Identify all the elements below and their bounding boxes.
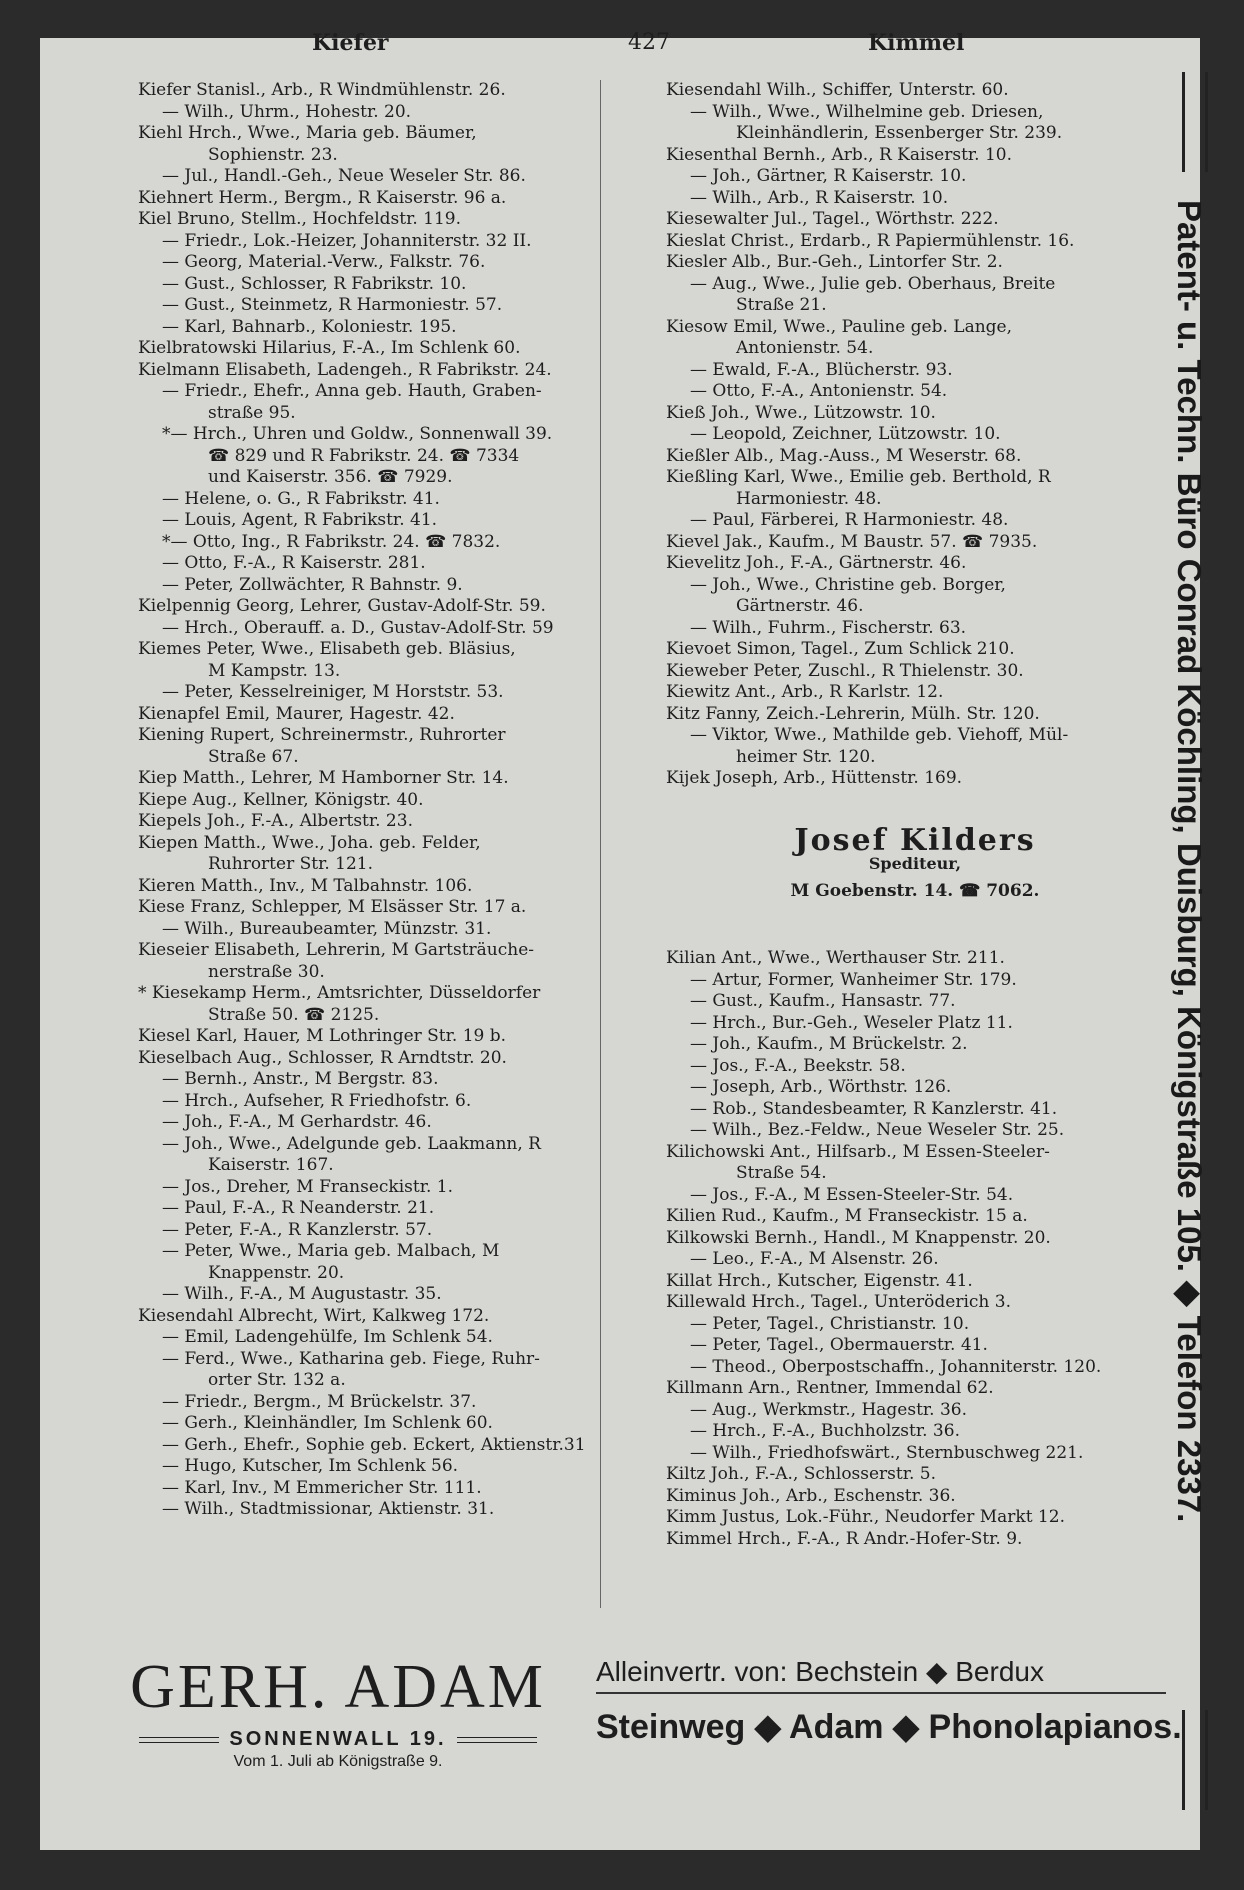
directory-entry: Harmoniestr. 48.	[736, 488, 882, 509]
directory-entry: Straße 21.	[736, 295, 827, 315]
directory-entry: — Wilh., Bureaubeamter, Münzstr. 31.	[162, 918, 492, 939]
directory-entry: Kießling Karl, Wwe., Emilie geb. Berthold, R	[666, 467, 1051, 487]
rule-left	[139, 1737, 219, 1743]
directory-entry: — Louis, Agent, R Fabrikstr. 41.	[162, 510, 438, 530]
directory-entry: — Wilh., Arb., R Kaiserstr. 10.	[690, 187, 949, 208]
directory-entry: Kiepe Aug., Kellner, Königstr. 40.	[138, 789, 424, 810]
directory-entry: — Wilh., F.-A., M Augustastr. 35.	[162, 1284, 442, 1304]
directory-entry: Kiesendahl Wilh., Schiffer, Unterstr. 60.	[666, 80, 1009, 100]
directory-entry: — Peter, Kesselreiniger, M Horststr. 53.	[162, 682, 504, 702]
directory-entry: — Jul., Handl.-Geh., Neue Weseler Str. 86.	[162, 166, 526, 186]
directory-entry: — Joh., Kaufm., M Brückelstr. 2.	[690, 1034, 968, 1054]
directory-entry: — Hrch., Oberauff. a. D., Gustav-Adolf-Str. 59	[162, 617, 554, 638]
directory-entry: — Gust., Kaufm., Hansastr. 77.	[690, 991, 956, 1011]
directory-entry: Kievoet Simon, Tagel., Zum Schlick 210.	[666, 639, 1015, 659]
directory-entry: Kiesel Karl, Hauer, M Lothringer Str. 19 b.	[138, 1026, 507, 1046]
left-column	[138, 80, 596, 1521]
directory-entry: und Kaiserstr. 356. ☎ 7929.	[208, 467, 453, 487]
directory-entry: — Otto, F.-A., R Kaiserstr. 281.	[162, 553, 426, 573]
adam-address: SONNENWALL 19.	[229, 1728, 447, 1750]
directory-entry: — Jos., Dreher, M Franseckistr. 1.	[162, 1176, 453, 1197]
directory-entry: — Friedr., Ehefr., Anna geb. Hauth, Graben-	[162, 381, 542, 401]
directory-entry: — Wilh., Bez.-Feldw., Neue Weseler Str. 25.	[690, 1120, 1065, 1140]
directory-entry: — Paul, F.-A., R Neanderstr. 21.	[162, 1198, 435, 1218]
directory-entry: — Bernh., Anstr., M Bergstr. 83.	[162, 1069, 439, 1089]
directory-entry: — Gerh., Kleinhändler, Im Schlenk 60.	[162, 1413, 493, 1433]
side-ad-text: Patent- u. Techn. Büro Conrad Köchling, Duisburg, Königstraße 105. ◆ Telefon 2337.	[1171, 200, 1208, 1523]
directory-entry: — Wilh., Stadtmissionar, Aktienstr. 31.	[162, 1499, 495, 1519]
directory-entry: — Theod., Oberpostschaffn., Johanniterstr. 120.	[690, 1356, 1102, 1377]
directory-entry: — Peter, F.-A., R Kanzlerstr. 57.	[162, 1219, 433, 1240]
directory-entry: — Joh., F.-A., M Gerhardstr. 46.	[162, 1112, 432, 1132]
directory-entry: Kiewitz Ant., Arb., R Karlstr. 12.	[666, 682, 944, 702]
directory-entry: Kieselbach Aug., Schlosser, R Arndtstr. 20.	[138, 1047, 507, 1068]
directory-entry: Kimmel Hrch., F.-A., R Andr.-Hofer-Str. 9.	[666, 1528, 1023, 1549]
directory-entry: *— Otto, Ing., R Fabrikstr. 24. ☎ 7832.	[162, 531, 501, 552]
directory-entry: Kiep Matth., Lehrer, M Hamborner Str. 14.	[138, 768, 509, 788]
directory-entry: Antonienstr. 54.	[736, 338, 874, 358]
directory-entry: — Hrch., Aufseher, R Friedhofstr. 6.	[162, 1090, 472, 1111]
directory-entry: Straße 54.	[736, 1163, 827, 1183]
directory-entry: Kiltz Joh., F.-A., Schlosserstr. 5.	[666, 1464, 937, 1484]
directory-entry: Kiel Bruno, Stellm., Hochfeldstr. 119.	[138, 209, 462, 229]
directory-entry: Killewald Hrch., Tagel., Unteröderich 3.	[666, 1292, 1011, 1312]
directory-entry: Kilian Ant., Wwe., Werthauser Str. 211.	[666, 948, 1005, 968]
directory-entry: Kieseier Elisabeth, Lehrerin, M Gartsträuche-	[138, 940, 535, 960]
directory-entry: Kiefer Stanisl., Arb., R Windmühlenstr. 26.	[138, 80, 506, 100]
directory-entry: — Gerh., Ehefr., Sophie geb. Eckert, Aktienstr.31	[162, 1434, 586, 1455]
right-column	[666, 80, 1164, 1550]
directory-entry: — Gust., Schlosser, R Fabrikstr. 10.	[162, 273, 467, 294]
directory-entry: Straße 67.	[208, 746, 299, 767]
directory-entry: Kielbratowski Hilarius, F.-A., Im Schlenk 60.	[138, 338, 521, 358]
directory-entry: Kitz Fanny, Zeich.-Lehrerin, Mülh. Str. 120.	[666, 703, 1040, 724]
directory-entry: Kieren Matth., Inv., M Talbahnstr. 106.	[138, 875, 473, 896]
directory-entry: Kilichowski Ant., Hilfsarb., M Essen-Steeler-	[666, 1141, 1050, 1162]
header-left-keyword: Kiefer	[312, 30, 389, 56]
directory-entry: — Aug., Werkmstr., Hagestr. 36.	[690, 1399, 968, 1420]
directory-entry: Kieweber Peter, Zuschl., R Thielenstr. 30.	[666, 660, 1024, 681]
directory-entry: — Ewald, F.-A., Blücherstr. 93.	[690, 359, 953, 380]
directory-entry: — Leo., F.-A., M Alsenstr. 26.	[690, 1249, 939, 1269]
directory-entry: Kiesendahl Albrecht, Wirt, Kalkweg 172.	[138, 1305, 490, 1326]
directory-entry: Kiehl Hrch., Wwe., Maria geb. Bäumer,	[138, 123, 477, 143]
directory-entry: — Wilh., Friedhofswärt., Sternbuschweg 221.	[690, 1442, 1084, 1463]
kilders-name: Josef Kilders	[794, 822, 1036, 858]
directory-entry: — Aug., Wwe., Julie geb. Oberhaus, Breite	[690, 273, 1056, 294]
directory-entry: ☎ 829 und R Fabrikstr. 24. ☎ 7334	[208, 445, 520, 466]
directory-entry: Kießler Alb., Mag.-Auss., M Weserstr. 68.	[666, 445, 1022, 466]
directory-entry: — Paul, Färberei, R Harmoniestr. 48.	[690, 510, 1009, 530]
directory-entry: — Karl, Inv., M Emmericher Str. 111.	[162, 1477, 482, 1498]
directory-entry: Kilkowski Bernh., Handl., M Knappenstr. 20.	[666, 1227, 1051, 1248]
directory-entry: — Peter, Wwe., Maria geb. Malbach, M	[162, 1241, 500, 1261]
directory-entry: Kiesenthal Bernh., Arb., R Kaiserstr. 10.	[666, 144, 1013, 165]
adam-line-2: Steinweg ◆ Adam ◆ Phonolapianos.	[596, 1708, 1182, 1746]
directory-entry: Kiesler Alb., Bur.-Geh., Lintorfer Str. 2.	[666, 252, 1003, 272]
right-column-top	[666, 80, 1164, 790]
adam-note: Vom 1. Juli ab Königstraße 9.	[233, 1753, 443, 1770]
directory-entry: Ruhrorter Str. 121.	[208, 854, 374, 874]
directory-entry: — Otto, F.-A., Antonienstr. 54.	[690, 381, 948, 401]
directory-entry: — Peter, Tagel., Obermauerstr. 41.	[690, 1335, 988, 1355]
directory-entry: Kimm Justus, Lok.-Führ., Neudorfer Markt 12.	[666, 1507, 1065, 1527]
directory-entry: — Viktor, Wwe., Mathilde geb. Viehoff, Mül-	[690, 725, 1069, 745]
adam-ad	[98, 1652, 578, 1771]
directory-entry: — Leopold, Zeichner, Lützowstr. 10.	[690, 424, 1001, 444]
kilders-profession: Spediteur,	[868, 854, 962, 873]
directory-entry: — Gust., Steinmetz, R Harmoniestr. 57.	[162, 295, 503, 315]
directory-entry: *— Hrch., Uhren und Goldw., Sonnenwall 39.	[162, 424, 553, 444]
rule-right	[457, 1737, 537, 1743]
directory-entry: Kiese Franz, Schlepper, M Elsässer Str. 17 a.	[138, 897, 527, 917]
directory-entry: Kiepels Joh., F.-A., Albertstr. 23.	[138, 811, 413, 831]
directory-entry: nerstraße 30.	[208, 961, 325, 982]
directory-entry: Kilien Rud., Kaufm., M Franseckistr. 15 a.	[666, 1206, 1028, 1226]
directory-entry: Kleinhändlerin, Essenberger Str. 239.	[736, 123, 1063, 143]
directory-entry: — Peter, Zollwächter, R Bahnstr. 9.	[162, 574, 463, 595]
directory-entry: — Wilh., Fuhrm., Fischerstr. 63.	[690, 617, 967, 638]
adam-line-1: Alleinvertr. von: Bechstein ◆ Berdux	[596, 1652, 1166, 1694]
directory-entry: — Hrch., Bur.-Geh., Weseler Platz 11.	[690, 1012, 1013, 1033]
directory-entry: Killmann Arn., Rentner, Immendal 62.	[666, 1378, 994, 1398]
directory-entry: Knappenstr. 20.	[208, 1262, 345, 1283]
kilders-ad	[666, 822, 1164, 903]
directory-entry: — Artur, Former, Wanheimer Str. 179.	[690, 969, 1017, 990]
kilders-address: M Goebenstr. 14. ☎ 7062.	[790, 880, 1040, 901]
directory-entry: Straße 50. ☎ 2125.	[208, 1004, 380, 1025]
directory-entry: Gärtnerstr. 46.	[736, 596, 864, 616]
directory-entry: — Joh., Wwe., Christine geb. Borger,	[690, 574, 1006, 595]
directory-entry: — Georg, Material.-Verw., Falkstr. 76.	[162, 252, 486, 272]
directory-entry: — Joh., Gärtner, R Kaiserstr. 10.	[690, 166, 967, 186]
directory-entry: — Helene, o. G., R Fabrikstr. 41.	[162, 488, 440, 509]
directory-entry: Kiehnert Herm., Bergm., R Kaiserstr. 96 a.	[138, 187, 507, 208]
directory-entry: M Kampstr. 13.	[208, 660, 341, 681]
directory-entry: — Jos., F.-A., Beekstr. 58.	[690, 1055, 906, 1076]
adam-ad-pianos	[596, 1652, 1182, 1752]
directory-entry: * Kiesekamp Herm., Amtsrichter, Düsseldorfer	[138, 983, 541, 1003]
directory-entry: — Emil, Ladengehülfe, Im Schlenk 54.	[162, 1327, 493, 1347]
directory-entry: — Hrch., F.-A., Buchholzstr. 36.	[690, 1421, 960, 1441]
directory-entry: Kienapfel Emil, Maurer, Hagestr. 42.	[138, 703, 455, 724]
directory-entry: Killat Hrch., Kutscher, Eigenstr. 41.	[666, 1270, 973, 1291]
directory-entry: Kieslat Christ., Erdarb., R Papiermühlenstr. 16.	[666, 230, 1075, 251]
directory-entry: — Hugo, Kutscher, Im Schlenk 56.	[162, 1456, 459, 1476]
directory-entry: — Ferd., Wwe., Katharina geb. Fiege, Ruhr-	[162, 1348, 540, 1369]
directory-entry: orter Str. 132 a.	[208, 1370, 346, 1390]
page-number: 427	[628, 30, 670, 55]
directory-entry: — Joh., Wwe., Adelgunde geb. Laakmann, R	[162, 1133, 541, 1154]
directory-entry: — Friedr., Bergm., M Brückelstr. 37.	[162, 1391, 477, 1412]
directory-entry: Kiesow Emil, Wwe., Pauline geb. Lange,	[666, 316, 1013, 337]
directory-entry: — Wilh., Uhrm., Hohestr. 20.	[162, 101, 412, 122]
directory-entry: Kiening Rupert, Schreinermstr., Ruhrorter	[138, 725, 506, 745]
directory-entry: — Rob., Standesbeamter, R Kanzlerstr. 41.	[690, 1098, 1058, 1119]
directory-entry: — Joseph, Arb., Wörthstr. 126.	[690, 1077, 952, 1097]
directory-entry: Kielpennig Georg, Lehrer, Gustav-Adolf-Str. 59.	[138, 596, 546, 616]
directory-entry: — Peter, Tagel., Christianstr. 10.	[690, 1313, 970, 1334]
directory-entry: Kijek Joseph, Arb., Hüttenstr. 169.	[666, 768, 963, 788]
column-divider	[600, 80, 601, 1608]
side-rule-top	[1182, 72, 1208, 172]
right-column-bottom	[666, 948, 1164, 1550]
directory-entry: Kaiserstr. 167.	[208, 1155, 334, 1175]
directory-entry: heimer Str. 120.	[736, 746, 876, 767]
directory-entry: — Friedr., Lok.-Heizer, Johanniterstr. 32 II.	[162, 230, 532, 251]
directory-entry: Kielmann Elisabeth, Ladengeh., R Fabrikstr. 24.	[138, 359, 552, 380]
directory-entry: Kiepen Matth., Wwe., Joha. geb. Felder,	[138, 832, 481, 853]
header-right-keyword: Kimmel	[868, 30, 965, 56]
directory-entry: straße 95.	[208, 402, 296, 423]
side-rule-bottom	[1182, 1710, 1208, 1810]
directory-entry: Kiemes Peter, Wwe., Elisabeth geb. Bläsius,	[138, 639, 516, 659]
directory-entry: Kiesewalter Jul., Tagel., Wörthstr. 222.	[666, 209, 999, 229]
directory-entry: Kiminus Joh., Arb., Eschenstr. 36.	[666, 1485, 956, 1506]
directory-entry: — Jos., F.-A., M Essen-Steeler-Str. 54.	[690, 1184, 1014, 1205]
directory-entry: — Karl, Bahnarb., Koloniestr. 195.	[162, 316, 457, 337]
directory-entry: Kieß Joh., Wwe., Lützowstr. 10.	[666, 402, 936, 423]
directory-entry: Sophienstr. 23.	[208, 144, 338, 165]
directory-entry: Kievelitz Joh., F.-A., Gärtnerstr. 46.	[666, 553, 967, 573]
directory-entry: Kievel Jak., Kaufm., M Baustr. 57. ☎ 7935.	[666, 531, 1038, 552]
directory-entry: — Wilh., Wwe., Wilhelmine geb. Driesen,	[690, 101, 1044, 122]
adam-name: GERH. ADAM	[130, 1653, 546, 1721]
